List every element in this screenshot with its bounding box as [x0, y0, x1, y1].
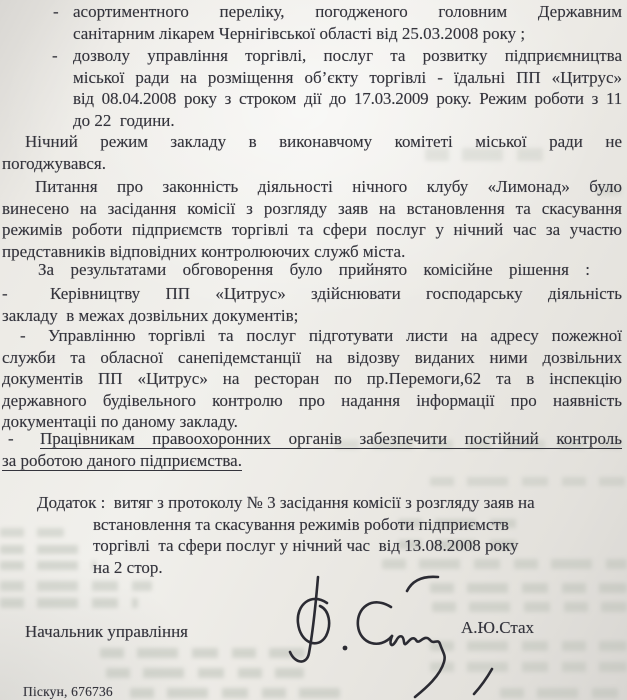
text-line: За результатами обговорення було прийнято комісійне рішення : — [38, 260, 590, 279]
bleedthrough-artifact — [430, 641, 627, 651]
bleedthrough-artifact — [500, 688, 627, 698]
text-line: документів ПП «Цитрус» на ресторан по пр.Перемоги,62 та в інспекцію — [2, 369, 622, 388]
text-line: на 2 стор. — [93, 557, 163, 577]
list-dash: - — [2, 284, 8, 303]
text-line: торгівлі та сфери послуг у нічний час від 13.08.2008 року — [93, 536, 519, 555]
text-line: Питання про законність діяльності нічного клубу «Лимонад» було — [35, 177, 622, 196]
text-line: закладу в межах дозвільних документів; — [2, 305, 299, 325]
list-item-trade-department — [2, 325, 622, 433]
text-line: міської ради на розміщення об’єкту торгівлі - їдальні ПП «Цитрус» — [73, 67, 622, 87]
list-dash: - — [20, 326, 26, 345]
text-line: Управлінню торгівлі та послуг підготувати листи на адресу пожежної — [48, 326, 622, 345]
text-line: Додаток : витяг з протоколу № 3 засідання комісії з розгляду заяв на — [37, 493, 535, 512]
text-line: представників відповідних контролюючих служб міста. — [2, 241, 406, 261]
signature-squiggle-stroke — [391, 636, 445, 697]
bleedthrough-artifact — [0, 598, 138, 608]
signature-stem-stroke — [290, 577, 318, 662]
list-item-citrus-management — [2, 283, 622, 326]
bleedthrough-artifact — [100, 648, 305, 658]
list-dash: - — [52, 46, 58, 65]
signature-flick-stroke — [474, 669, 492, 694]
signature-c-stroke — [358, 602, 392, 643]
text-line: до 22 години. — [73, 110, 175, 130]
text-line: документаціі по даному закладу. — [2, 412, 238, 431]
text-line: Нічний режим закладу в виконавчому комітеті міської ради не — [25, 132, 622, 151]
list-item-trade-permit — [52, 45, 622, 131]
text-line: асортиментного переліку, погодженого головним Державним — [73, 2, 622, 21]
text-line: погоджувався. — [2, 153, 106, 173]
text-line: санітарним лікарем Чернігівської області від 25.03.2008 року ; — [73, 23, 526, 43]
paragraph-commission-decision — [38, 259, 590, 281]
text-line: дозволу управління торгівлі, послуг та розвитку підприємництва — [73, 46, 622, 65]
executor-contact: Піскун, 676736 — [23, 684, 113, 699]
bleedthrough-artifact — [432, 602, 627, 612]
bleedthrough-artifact — [0, 581, 152, 591]
text-line: від 08.04.2008 року з строком дії до 17.03.2009 року. Режим роботи з 11 — [73, 89, 622, 108]
paragraph-limonad-question — [2, 176, 622, 262]
list-dash: - — [8, 429, 14, 448]
bleedthrough-artifact — [430, 662, 627, 672]
list-item-law-enforcement — [2, 428, 622, 471]
bleedthrough-artifact — [106, 668, 304, 678]
text-line: режимів роботи підприємств торгівлі та сфери послуг у нічний час за участю — [2, 220, 622, 239]
text-line: служби та обласної санепідемстанції на відозву виданих ними дозвільних — [2, 347, 622, 367]
signature-accent-stroke — [407, 577, 438, 591]
text-line-underlined: за роботою даного підприємства. — [2, 450, 242, 470]
signoff-position: Начальник управління — [25, 622, 188, 641]
text-line: винесено на засідання комісії з розгляду заяв на встановлення та скасування — [2, 198, 622, 218]
list-item-sanitary-permit — [53, 1, 622, 44]
text-line: встановлення та скасування режимів роботи підприємств — [93, 514, 509, 534]
signature-dot — [343, 646, 348, 651]
list-dash: - — [53, 2, 59, 21]
bleedthrough-artifact — [430, 583, 627, 593]
text-line: державного будівельного контролю про надання інформації про наявність — [2, 390, 622, 410]
paragraph-night-mode — [2, 131, 622, 174]
attachment-note — [37, 492, 597, 578]
text-line: Керівництву ПП «Цитрус» здійснювати господарську діяльність — [50, 284, 622, 303]
bleedthrough-artifact — [430, 477, 625, 486]
signoff-name: А.Ю.Стах — [461, 618, 535, 637]
bleedthrough-artifact — [130, 688, 340, 698]
signature-loop-stroke — [298, 599, 329, 643]
text-line-underlined: Працівникам правоохоронних органів забезпечити постійний контроль — [40, 429, 622, 448]
